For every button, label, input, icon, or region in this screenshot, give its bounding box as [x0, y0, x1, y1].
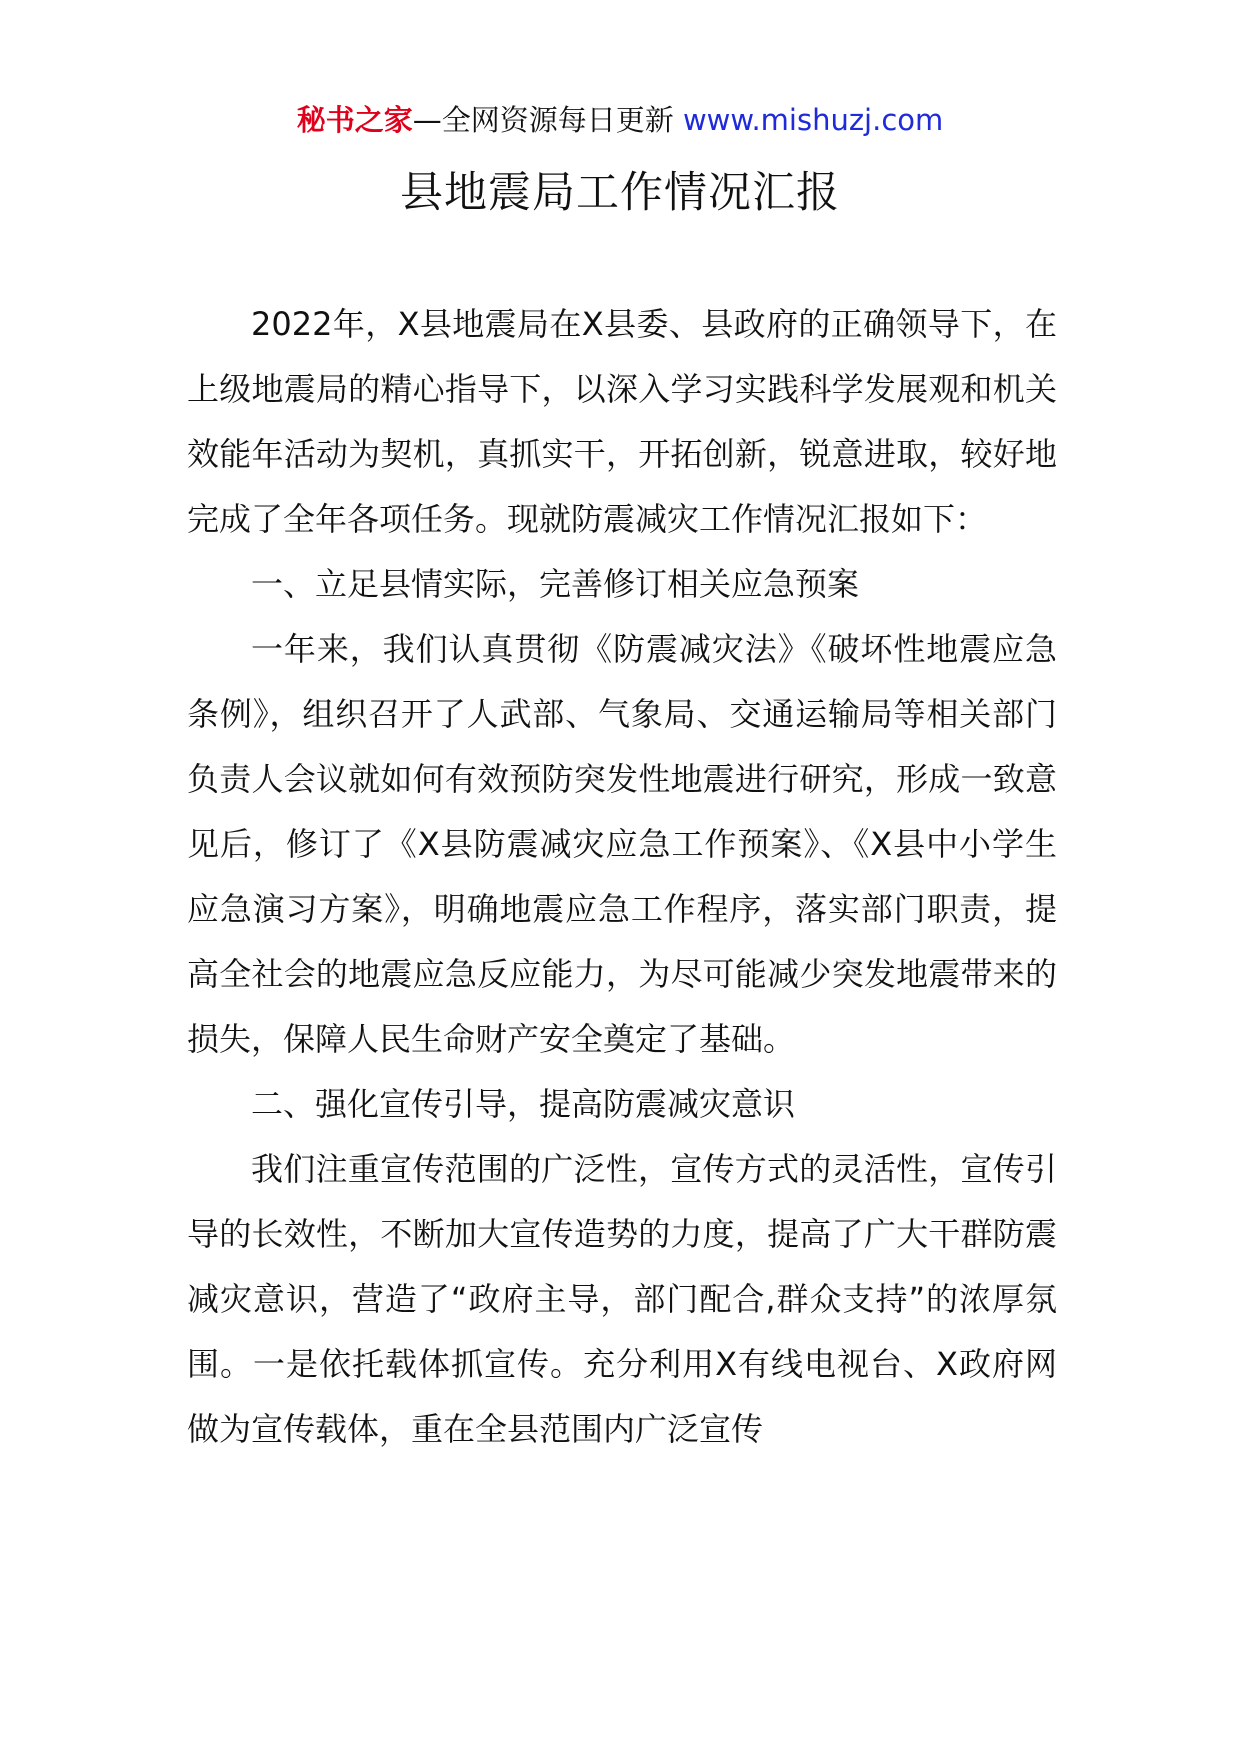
- document-body: [187, 292, 1057, 1462]
- site-brand: 秘书之家: [296, 103, 413, 137]
- section-heading-1: 一、立足县情实际，完善修订相关应急预案: [251, 565, 860, 603]
- document-title: 县地震局工作情况汇报: [400, 168, 840, 218]
- intro-paragraph: 2022年，X县地震局在X县委、县政府的正确领导下，在上级地震局的精心指导下，以深入学习实践科学发展观和机关效能年活动为契机，真抓实干，开拓创新，锐意进取，较好地完成了全年各项任务。现就防震减灾工作情况汇报如下：: [187, 305, 1057, 538]
- site-tagline: —全网资源每日更新: [412, 103, 674, 137]
- section-1-paragraph: 一年来，我们认真贯彻《防震减灾法》《破坏性地震应急条例》，组织召开了人武部、气象局、交通运输局等相关部门负责人会议就如何有效预防突发性地震进行研究，形成一致意见后，修订了《X县防震减灾应急工作预案》、《X县中小学生应急演习方案》，明确地震应急工作程序，落实部门职责，提高全社会的地震应急反应能力，为尽可能减少突发地震带来的损失，保障人民生命财产安全奠定了基础。: [187, 630, 1057, 1058]
- site-header: [0, 100, 1240, 140]
- section-heading-2: 二、强化宣传引导，提高防震减灾意识: [251, 1085, 796, 1123]
- section-2-paragraph: 我们注重宣传范围的广泛性，宣传方式的灵活性，宣传引导的长效性，不断加大宣传造势的力度，提高了广大干群防震减灾意识，营造了“政府主导，部门配合,群众支持”的浓厚氛围。一是依托载体抓宣传。充分利用X有线电视台、X政府网做为宣传载体，重在全县范围内广泛宣传: [187, 1150, 1057, 1448]
- site-url-link[interactable]: www.mishuzj.com: [682, 103, 944, 137]
